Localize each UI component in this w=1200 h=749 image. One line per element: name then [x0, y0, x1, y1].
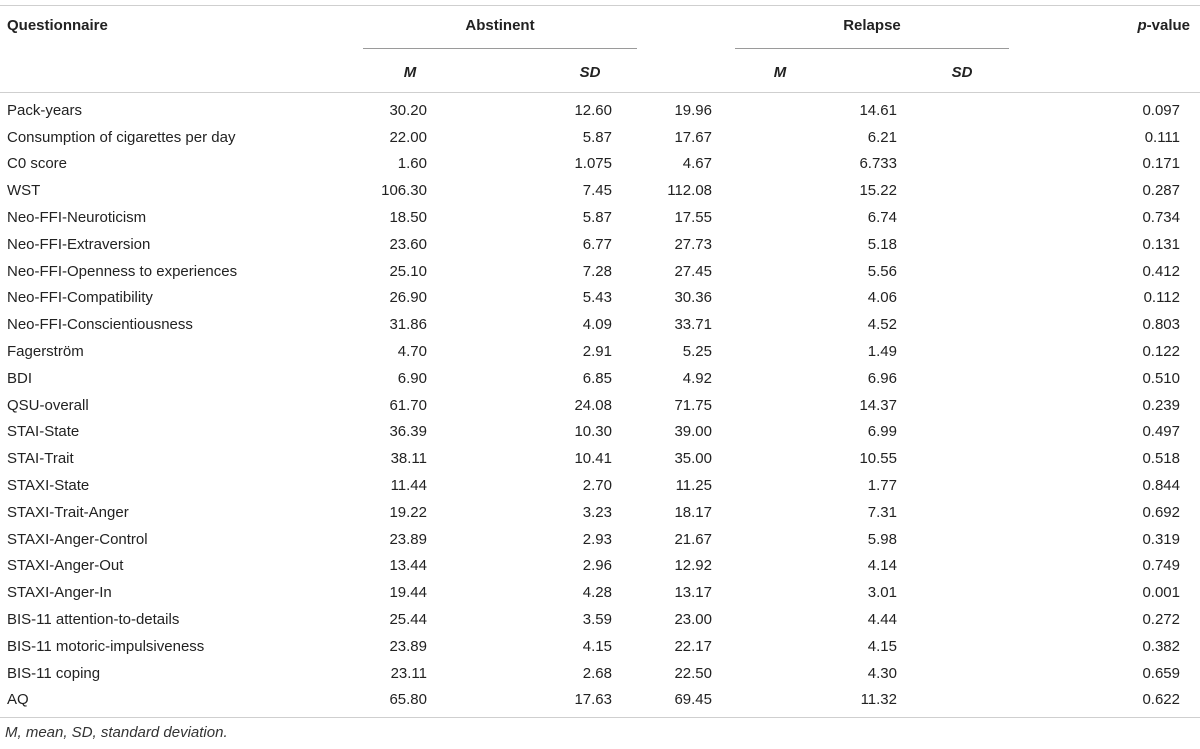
spacer-cell	[0, 660, 7, 687]
spacer-cell	[897, 419, 987, 446]
row-label-cell: Consumption of cigarettes per day	[7, 128, 236, 146]
p-value-cell: 0.001	[1142, 584, 1180, 602]
spacer-cell	[0, 258, 7, 285]
spacer-cell	[897, 97, 987, 124]
row-label-cell: STAXI-Anger-In	[7, 584, 112, 602]
spacer-cell	[897, 151, 987, 178]
spacer-cell	[0, 606, 7, 633]
spacer-cell	[0, 633, 7, 660]
p-value-cell: 0.497	[1142, 423, 1180, 441]
row-label-cell: WST	[7, 182, 41, 200]
spacer-cell	[897, 633, 987, 660]
spacer-cell	[897, 687, 987, 714]
relapse-sd-cell: 7.31	[867, 503, 897, 521]
spacer-cell	[897, 526, 987, 553]
spacer-cell	[897, 258, 987, 285]
row-label-cell: STAXI-Trait-Anger	[7, 503, 129, 521]
table-row	[0, 97, 1190, 124]
footnote: M, mean, SD, standard deviation.	[5, 724, 228, 741]
abstinent-sd-cell: 2.68	[582, 664, 612, 682]
abstinent-sd-cell: 4.28	[582, 584, 612, 602]
spacer-cell	[897, 606, 987, 633]
table-row	[0, 204, 1190, 231]
header-abstinent: Abstinent	[465, 17, 535, 34]
header-relapse: Relapse	[843, 17, 901, 34]
spacer-cell	[897, 311, 987, 338]
row-label-cell: QSU-overall	[7, 396, 89, 414]
abstinent-mean-cell: 30.20	[389, 101, 427, 119]
spacer-cell	[0, 231, 7, 258]
row-label-cell: Fagerström	[7, 343, 84, 361]
spacer-cell	[897, 338, 987, 365]
abstinent-mean-cell: 19.22	[389, 503, 427, 521]
row-label-cell: BIS-11 coping	[7, 664, 101, 682]
relapse-mean-cell: 21.67	[674, 530, 712, 548]
p-value-cell: 0.749	[1142, 557, 1180, 575]
header-pvalue	[1080, 16, 1190, 36]
p-value-cell: 0.171	[1142, 155, 1180, 173]
p-value-cell: 0.319	[1142, 530, 1180, 548]
row-label-cell: Neo-FFI-Conscientiousness	[7, 316, 193, 334]
table-row	[0, 526, 1190, 553]
abstinent-mean-cell: 25.44	[389, 611, 427, 629]
spacer-cell	[0, 311, 7, 338]
p-value-cell: 0.131	[1142, 235, 1180, 253]
table-row	[0, 472, 1190, 499]
p-value-cell: 0.112	[1143, 289, 1180, 307]
abstinent-mean-cell: 13.44	[389, 557, 427, 575]
abstinent-sd-cell: 2.70	[582, 477, 612, 495]
spacer-cell	[0, 526, 7, 553]
abstinent-sd-cell: 3.59	[582, 611, 612, 629]
relapse-mean-cell: 4.67	[682, 155, 712, 173]
abstinent-mean-cell: 4.70	[397, 343, 427, 361]
spacer-cell	[0, 177, 7, 204]
p-value-cell: 0.510	[1142, 369, 1180, 387]
row-label-cell: BDI	[7, 369, 33, 387]
p-value-cell: 0.803	[1142, 316, 1180, 334]
p-value-cell: 0.111	[1144, 128, 1180, 146]
row-label-cell: BIS-11 attention-to-details	[7, 611, 180, 629]
table-row	[0, 553, 1190, 580]
relapse-sd-cell: 4.14	[867, 557, 897, 575]
p-value-cell: 0.272	[1142, 611, 1180, 629]
abstinent-mean-cell: 23.89	[389, 530, 427, 548]
row-label-cell: Neo-FFI-Compatibility	[7, 289, 153, 307]
relapse-sd-cell: 11.32	[860, 691, 897, 709]
header-abstinent-sd: SD	[579, 64, 601, 81]
relapse-sd-cell: 14.37	[859, 396, 897, 414]
relapse-mean-cell: 27.45	[674, 262, 712, 280]
header-relapse-m: M	[773, 64, 787, 81]
row-label-cell: STAXI-State	[7, 477, 90, 495]
header-pvalue-p: p	[1137, 17, 1147, 34]
relapse-mean-cell: 112.08	[667, 182, 712, 200]
abstinent-mean-cell: 31.86	[389, 316, 427, 334]
relapse-mean-cell: 27.73	[674, 235, 712, 253]
spacer-cell	[897, 553, 987, 580]
relapse-sd-cell: 4.30	[867, 664, 897, 682]
relapse-sd-cell: 15.22	[859, 182, 897, 200]
abstinent-mean-cell: 61.70	[389, 396, 427, 414]
row-label-cell: Neo-FFI-Neuroticism	[7, 209, 147, 227]
spacer-cell	[897, 392, 987, 419]
relapse-sd-cell: 4.44	[867, 611, 897, 629]
abstinent-mean-cell: 23.60	[389, 235, 427, 253]
abstinent-sd-cell: 7.45	[582, 182, 612, 200]
abstinent-sd-cell: 7.28	[582, 262, 612, 280]
p-value-cell: 0.122	[1142, 343, 1180, 361]
p-value-cell: 0.097	[1142, 101, 1180, 119]
spacer-cell	[0, 392, 7, 419]
spacer-cell	[0, 499, 7, 526]
p-value-cell: 0.692	[1142, 503, 1180, 521]
header-abstinent-m: M	[403, 64, 417, 81]
table-row	[0, 285, 1190, 312]
table-row	[0, 124, 1190, 151]
table-row	[0, 311, 1190, 338]
relapse-mean-cell: 39.00	[674, 423, 712, 441]
abstinent-mean-cell: 65.80	[389, 691, 427, 709]
abstinent-sd-cell: 5.43	[582, 289, 612, 307]
spacer-cell	[897, 204, 987, 231]
row-label-cell: C0 score	[7, 155, 68, 173]
table-bottom-rule	[0, 717, 1200, 718]
table-row	[0, 606, 1190, 633]
abstinent-sd-cell: 12.60	[574, 101, 612, 119]
relapse-sd-cell: 6.99	[867, 423, 897, 441]
abstinent-sd-cell: 5.87	[582, 128, 612, 146]
abstinent-sd-cell: 10.30	[574, 423, 612, 441]
table-row	[0, 579, 1190, 606]
relapse-mean-cell: 4.92	[682, 369, 712, 387]
abstinent-sd-cell: 2.91	[582, 343, 612, 361]
spacer-cell	[0, 285, 7, 312]
spacer-cell	[0, 553, 7, 580]
relapse-sd-cell: 5.18	[867, 235, 897, 253]
spacer-cell	[0, 579, 7, 606]
relapse-sd-cell: 3.01	[867, 584, 897, 602]
abstinent-sd-cell: 4.15	[582, 637, 612, 655]
relapse-mean-cell: 33.71	[674, 316, 712, 334]
table-row	[0, 338, 1190, 365]
spacer-cell	[0, 124, 7, 151]
row-label-cell: Neo-FFI-Openness to experiences	[7, 262, 238, 280]
spacer-cell	[0, 687, 7, 714]
relapse-sd-cell: 10.55	[859, 450, 897, 468]
table-row	[0, 231, 1190, 258]
row-label-cell: Pack-years	[7, 101, 83, 119]
relapse-sd-cell: 6.74	[867, 209, 897, 227]
spacer-cell	[0, 151, 7, 178]
table-row	[0, 633, 1190, 660]
spacer-cell	[0, 97, 7, 124]
abstinent-sd-cell: 24.08	[574, 396, 612, 414]
relapse-mean-cell: 17.55	[674, 209, 712, 227]
abstinent-sd-cell: 2.96	[582, 557, 612, 575]
spacer-cell	[897, 177, 987, 204]
relapse-mean-cell: 13.17	[674, 584, 712, 602]
table-row	[0, 177, 1190, 204]
relapse-mean-cell: 22.50	[674, 664, 712, 682]
row-label-cell: Neo-FFI-Extraversion	[7, 235, 151, 253]
table-row	[0, 445, 1190, 472]
relapse-mean-cell: 30.36	[674, 289, 712, 307]
abstinent-group-rule	[363, 48, 637, 49]
p-value-cell: 0.412	[1142, 262, 1180, 280]
spacer-cell	[0, 472, 7, 499]
table-row	[0, 365, 1190, 392]
relapse-sd-cell: 14.61	[859, 101, 897, 119]
p-value-cell: 0.518	[1142, 450, 1180, 468]
relapse-mean-cell: 71.75	[674, 396, 712, 414]
relapse-sd-cell: 5.56	[867, 262, 897, 280]
abstinent-sd-cell: 6.85	[582, 369, 612, 387]
row-label-cell: AQ	[7, 691, 29, 709]
abstinent-sd-cell: 4.09	[582, 316, 612, 334]
spacer-cell	[0, 419, 7, 446]
spacer-cell	[897, 365, 987, 392]
row-label-cell: STAXI-Anger-Out	[7, 557, 124, 575]
relapse-mean-cell: 69.45	[674, 691, 712, 709]
spacer-cell	[897, 579, 987, 606]
spacer-cell	[897, 445, 987, 472]
relapse-mean-cell: 11.25	[675, 477, 712, 495]
relapse-mean-cell: 17.67	[674, 128, 712, 146]
relapse-mean-cell: 12.92	[674, 557, 712, 575]
relapse-group-rule	[735, 48, 1009, 49]
p-value-cell: 0.239	[1142, 396, 1180, 414]
header-bottom-rule	[0, 92, 1200, 93]
table-row	[0, 660, 1190, 687]
abstinent-sd-cell: 3.23	[582, 503, 612, 521]
p-value-cell: 0.659	[1142, 664, 1180, 682]
relapse-sd-cell: 6.96	[867, 369, 897, 387]
row-label-cell: BIS-11 motoric-impulsiveness	[7, 637, 205, 655]
abstinent-sd-cell: 1.075	[574, 155, 612, 173]
spacer-cell	[897, 231, 987, 258]
table-body	[0, 97, 1190, 713]
table-top-rule	[0, 5, 1200, 6]
row-label-cell: STAI-State	[7, 423, 80, 441]
abstinent-mean-cell: 23.89	[389, 637, 427, 655]
table-row	[0, 687, 1190, 714]
row-label-cell: STAXI-Anger-Control	[7, 530, 148, 548]
spacer-cell	[897, 499, 987, 526]
spacer-cell	[0, 445, 7, 472]
p-value-cell: 0.844	[1142, 477, 1180, 495]
relapse-mean-cell: 5.25	[682, 343, 712, 361]
abstinent-mean-cell: 11.44	[390, 477, 427, 495]
abstinent-sd-cell: 2.93	[582, 530, 612, 548]
p-value-cell: 0.622	[1142, 691, 1180, 709]
p-value-cell: 0.382	[1142, 637, 1180, 655]
abstinent-mean-cell: 26.90	[389, 289, 427, 307]
abstinent-sd-cell: 5.87	[582, 209, 612, 227]
relapse-mean-cell: 23.00	[674, 611, 712, 629]
abstinent-mean-cell: 36.39	[389, 423, 427, 441]
table-row	[0, 392, 1190, 419]
relapse-sd-cell: 4.06	[867, 289, 897, 307]
header-questionnaire: Questionnaire	[7, 17, 108, 34]
relapse-mean-cell: 35.00	[674, 450, 712, 468]
spacer-cell	[897, 124, 987, 151]
relapse-sd-cell: 1.49	[867, 343, 897, 361]
abstinent-sd-cell: 6.77	[582, 235, 612, 253]
header-pvalue-rest: -value	[1146, 17, 1190, 34]
relapse-sd-cell: 4.52	[867, 316, 897, 334]
row-label-cell: STAI-Trait	[7, 450, 74, 468]
spacer-cell	[897, 285, 987, 312]
relapse-sd-cell: 1.77	[867, 477, 897, 495]
abstinent-mean-cell: 22.00	[389, 128, 427, 146]
relapse-sd-cell: 4.15	[867, 637, 897, 655]
p-value-cell: 0.734	[1142, 209, 1180, 227]
abstinent-mean-cell: 106.30	[381, 182, 427, 200]
abstinent-mean-cell: 19.44	[389, 584, 427, 602]
header-relapse-sd: SD	[951, 64, 973, 81]
abstinent-sd-cell: 17.63	[574, 691, 612, 709]
spacer-cell	[0, 365, 7, 392]
relapse-mean-cell: 22.17	[674, 637, 712, 655]
relapse-sd-cell: 6.733	[859, 155, 897, 173]
p-value-cell: 0.287	[1142, 182, 1180, 200]
spacer-cell	[0, 204, 7, 231]
spacer-cell	[897, 472, 987, 499]
relapse-mean-cell: 19.96	[674, 101, 712, 119]
abstinent-mean-cell: 1.60	[397, 155, 427, 173]
abstinent-mean-cell: 38.11	[390, 450, 427, 468]
spacer-cell	[897, 660, 987, 687]
table-row	[0, 151, 1190, 178]
spacer-cell	[0, 338, 7, 365]
relapse-sd-cell: 5.98	[867, 530, 897, 548]
relapse-sd-cell: 6.21	[867, 128, 897, 146]
table-row	[0, 499, 1190, 526]
abstinent-mean-cell: 18.50	[389, 209, 427, 227]
table-row	[0, 419, 1190, 446]
abstinent-mean-cell: 6.90	[397, 369, 427, 387]
abstinent-sd-cell: 10.41	[574, 450, 612, 468]
abstinent-mean-cell: 25.10	[389, 262, 427, 280]
table-row	[0, 258, 1190, 285]
abstinent-mean-cell: 23.11	[390, 664, 427, 682]
relapse-mean-cell: 18.17	[674, 503, 712, 521]
